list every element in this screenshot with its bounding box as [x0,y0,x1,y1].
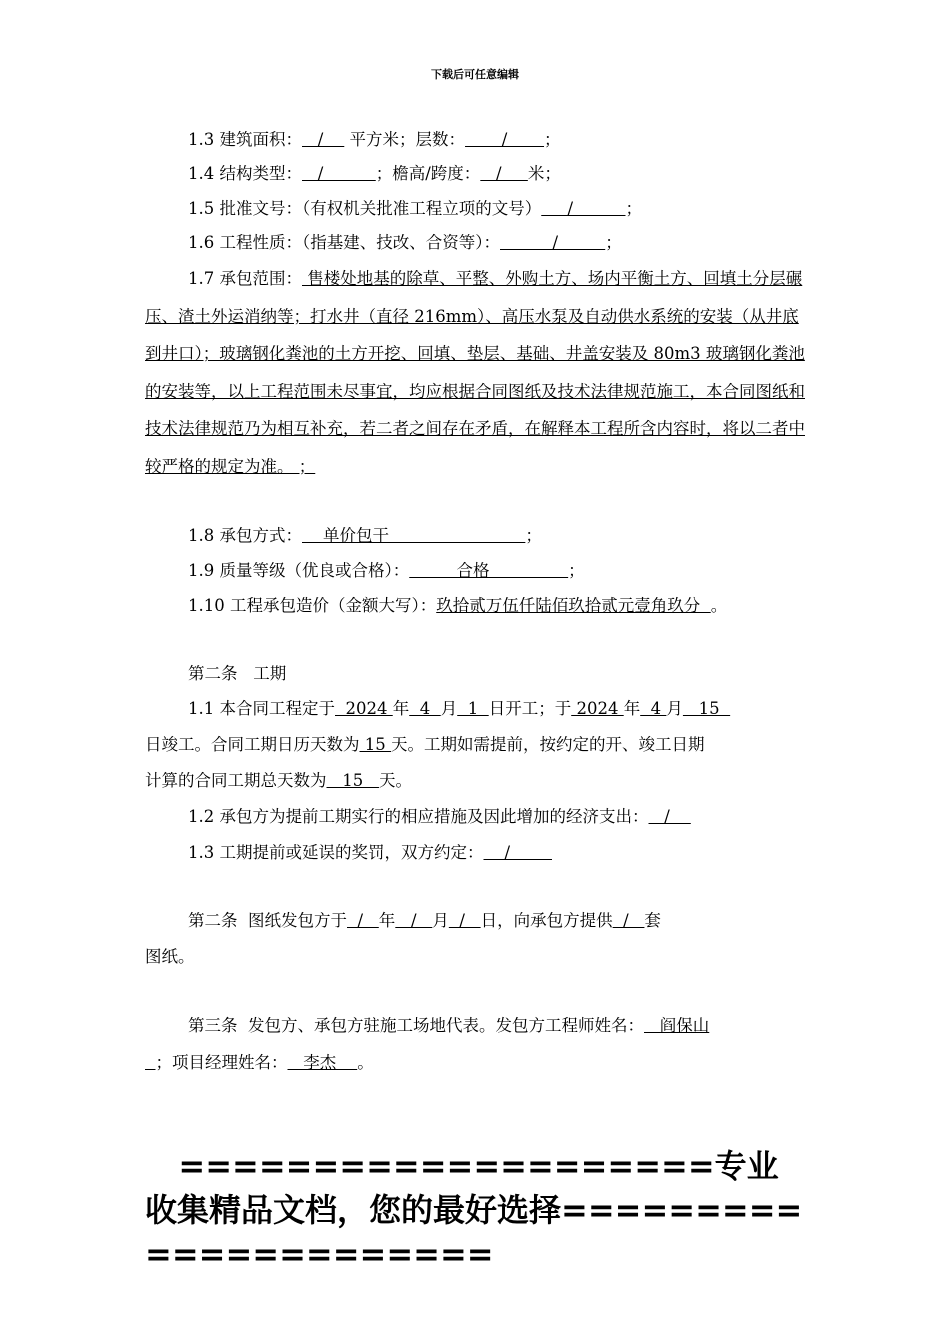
fill-blank: / [395,911,433,930]
clause-text: 。 [357,1053,374,1072]
clause-label: 1.8 承包方式： [188,526,302,545]
clause-label: 1.5 批准文号：（有权机关批准工程立项的文号） [188,199,542,218]
fill-blank: 单价包干 [302,526,526,545]
clause-end: ； [605,233,622,252]
clause-1-7 [145,260,805,485]
clause-2-2 [145,805,848,829]
clause-label: 1.3 工期提前或延误的奖罚，双方约定： [188,843,484,862]
fill-blank: 合格 [409,561,569,580]
days-blank: 15 [359,735,391,754]
clause-1-3 [145,128,848,152]
clause-text: 日竣工。合同工期日历天数为 [145,735,360,754]
page-header: 下载后可任意编辑 [431,68,519,81]
fill-blank: / [448,911,481,930]
clause-text: 天。 [378,771,412,790]
day-blank: 1 [457,699,489,718]
clause-end: ； [625,199,642,218]
clause-label: 1.9 质量等级（优良或合格）： [188,561,410,580]
clause-text: 年 [378,911,396,930]
clause-text: 计算的合同工期总天数为 [145,771,327,790]
clause-label: 1.3 建筑面积： [188,130,302,149]
fill-blank: / [648,807,691,826]
clause-end: ； [544,130,561,149]
fill-blank: / [612,911,645,930]
clause-1-9 [145,559,848,583]
clause-2-1 [145,697,848,721]
fill-blank: / [500,233,606,252]
clause-2-1-cont2 [145,769,805,793]
article-2-title: 第二条 工期 [188,664,287,683]
article-representatives [145,1014,848,1038]
article-drawings [145,909,848,933]
clause-text: 年 [392,699,410,718]
clause-text: 年 [623,699,641,718]
clause-text: 日开工；于 [488,699,572,718]
clause-end: 米； [527,164,561,183]
year-blank: 2024 [571,699,624,718]
clause-1-4 [145,162,848,186]
days-blank: 15 [326,771,379,790]
scope-text: 售楼处地基的除草、平整、外购土方、场内平衡土方、回填土分层碾压、渣土外运消纳等；打水井（直径 216mm）、高压水泵及自动供水系统的安装（从井底到井口）；玻璃钢化粪池的土方开挖、回填、垫层、基础、井盖安装及 80m3 玻璃钢化粪池的安装等，以上工程范围未尽事宜，均应根据合同图纸及技术法律规范施工，本合同图纸和技术法律规范乃为相互补充，若二者之间存在矛盾，在解释本工程所含内容时，将以二者中较严格的规定为准。 ； [145,269,805,476]
clause-label: 1.10 工程承包造价（金额大写）： [188,596,437,615]
fill-blank: / [480,164,528,183]
fill-blank: / [541,199,626,218]
manager-name: 李杰 [287,1053,358,1072]
clause-end: ； [568,561,585,580]
article-representatives-cont [145,1051,805,1075]
fill-blank: / [302,130,345,149]
clause-text: 天。工期如需提前，按约定的开、竣工日期 [391,735,705,754]
clause-text: 1.1 本合同工程定于 [188,699,335,718]
engineer-name: 阎保山 [644,1016,710,1035]
year-blank: 2024 [335,699,393,718]
fill-blank: / [465,130,545,149]
clause-1-10 [145,594,848,618]
day-blank: 15 [682,699,731,718]
month-blank: 4 [640,699,667,718]
clause-text: 日，向承包方提供 [480,911,613,930]
clause-1-5 [145,197,848,221]
clause-text: 平方米；层数： [344,130,466,149]
clause-end: 。 [710,596,728,615]
promo-banner: ====================专业收集精品文档，您的最好选择====================== [145,1147,803,1273]
clause-text: 月 [432,911,449,930]
clause-2-3 [145,841,848,865]
article-drawings-cont: 图纸。 [145,947,195,966]
clause-text: 套 [644,911,661,930]
clause-1-8 [145,524,848,548]
clause-text: 第二条 图纸发包方于 [188,911,347,930]
clause-label: 1.6 工程性质：（指基建、技改、合资等）： [188,233,500,252]
clause-text: ；檐高/跨度： [375,164,481,183]
fill-blank: / [302,164,376,183]
fill-blank: 玖拾贰万伍仟陆佰玖拾贰元壹角玖分 [436,596,711,615]
clause-text: 第三条 发包方、承包方驻施工场地代表。发包方工程师姓名： [188,1016,644,1035]
clause-end: ； [525,526,542,545]
fill-blank [145,1053,156,1072]
fill-blank: / [347,911,379,930]
clause-text: 月 [666,699,683,718]
clause-label: 1.7 承包范围： [188,269,302,288]
clause-label: 1.2 承包方为提前工期实行的相应措施及因此增加的经济支出： [188,807,649,826]
clause-text: 月 [440,699,458,718]
clause-label: 1.4 结构类型： [188,164,302,183]
fill-blank: / [483,843,552,862]
month-blank: 4 [409,699,441,718]
clause-2-1-cont [145,733,805,757]
clause-text: ；项目经理姓名： [155,1053,288,1072]
clause-1-6 [145,231,848,255]
